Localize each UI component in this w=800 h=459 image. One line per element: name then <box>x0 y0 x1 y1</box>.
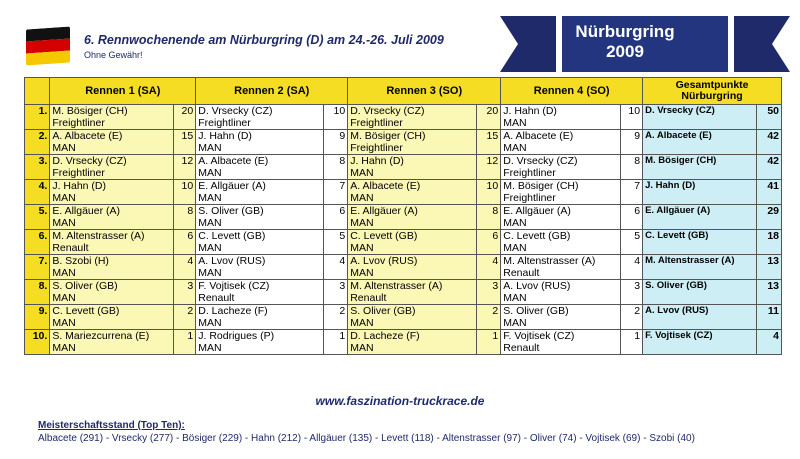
total-driver-cell: F. Vojtisek (CZ) <box>643 330 756 355</box>
table-row <box>25 255 782 280</box>
team-name: MAN <box>198 142 222 154</box>
team-name: Freightliner <box>503 167 556 179</box>
total-points-cell: 29 <box>756 205 781 230</box>
team-name: Freightliner <box>52 117 105 129</box>
driver-name: E. Allgäuer (A) <box>52 205 121 217</box>
race-4-driver-cell <box>501 305 621 330</box>
header-race-3: Rennen 3 (SO) <box>348 78 501 105</box>
race-2-points-cell: 2 <box>323 305 347 330</box>
disclaimer: Ohne Gewähr! <box>84 50 143 60</box>
driver-name: M. Bösiger (CH) <box>52 105 128 117</box>
team-name: MAN <box>52 142 76 154</box>
team-name: MAN <box>52 317 76 329</box>
race-3-points-cell: 20 <box>476 105 500 130</box>
driver-name: M. Bösiger (CH) <box>503 180 579 192</box>
germany-flag-icon <box>26 26 70 65</box>
total-driver-cell: S. Oliver (GB) <box>643 280 756 305</box>
race-2-points-cell: 6 <box>323 205 347 230</box>
race-2-driver-cell <box>196 280 324 305</box>
driver-name: D. Vrsecky (CZ) <box>198 105 273 117</box>
race-4-driver-cell <box>501 105 621 130</box>
driver-name: C. Levett (GB) <box>350 230 418 242</box>
table-row <box>25 280 782 305</box>
race-3-driver-cell <box>348 230 477 255</box>
race-3-points-cell: 15 <box>476 130 500 155</box>
table-row <box>25 305 782 330</box>
header-total-points: Gesamtpunkte Nürburgring <box>643 78 782 105</box>
race-2-driver-cell <box>196 105 324 130</box>
race-1-driver-cell <box>50 155 174 180</box>
team-name: MAN <box>52 217 76 229</box>
driver-name: S. Oliver (GB) <box>52 280 118 292</box>
team-name: MAN <box>350 217 374 229</box>
driver-name: A. Lvov (RUS) <box>198 255 266 267</box>
driver-name: A. Lvov (RUS) <box>503 280 571 292</box>
team-name: Freightliner <box>52 167 105 179</box>
total-driver-cell: E. Allgäuer (A) <box>643 205 756 230</box>
race-3-driver-cell <box>348 105 477 130</box>
race-1-points-cell: 20 <box>173 105 195 130</box>
race-4-points-cell: 4 <box>620 255 642 280</box>
race-3-driver-cell <box>348 155 477 180</box>
race-4-points-cell: 10 <box>620 105 642 130</box>
team-name: Freightliner <box>350 142 403 154</box>
race-4-points-cell: 9 <box>620 130 642 155</box>
driver-name: A. Albacete (E) <box>198 155 269 167</box>
website-link[interactable]: www.faszination-truckrace.de <box>315 394 485 408</box>
race-1-driver-cell <box>50 230 174 255</box>
race-4-points-cell: 8 <box>620 155 642 180</box>
corner-cell <box>25 78 50 105</box>
team-name: Renault <box>503 267 540 279</box>
total-points-cell: 50 <box>756 105 781 130</box>
race-3-driver-cell <box>348 255 477 280</box>
total-points-cell: 41 <box>756 180 781 205</box>
position-cell: 7. <box>25 255 50 280</box>
driver-name: C. Levett (GB) <box>52 305 120 317</box>
race-1-points-cell: 6 <box>173 230 195 255</box>
race-3-driver-cell <box>348 305 477 330</box>
driver-name: A. Albacete (E) <box>503 130 574 142</box>
driver-name: J. Rodrigues (P) <box>198 330 275 342</box>
team-name: MAN <box>52 292 76 304</box>
position-cell: 10. <box>25 330 50 355</box>
race-2-driver-cell <box>196 330 324 355</box>
race-2-points-cell: 7 <box>323 180 347 205</box>
race-2-driver-cell <box>196 155 324 180</box>
race-1-driver-cell <box>50 130 174 155</box>
race-2-points-cell: 1 <box>323 330 347 355</box>
team-name: Renault <box>503 342 540 354</box>
table-row <box>25 180 782 205</box>
table-row <box>25 205 782 230</box>
driver-name: J. Hahn (D) <box>198 130 252 142</box>
team-name: MAN <box>52 192 76 204</box>
race-4-driver-cell <box>501 205 621 230</box>
race-2-points-cell: 9 <box>323 130 347 155</box>
position-cell: 2. <box>25 130 50 155</box>
driver-name: S. Oliver (GB) <box>350 305 416 317</box>
race-2-driver-cell <box>196 255 324 280</box>
table-row <box>25 330 782 355</box>
position-cell: 1. <box>25 105 50 130</box>
race-3-driver-cell <box>348 280 477 305</box>
driver-name: M. Altenstrasser (A) <box>503 255 596 267</box>
total-points-cell: 42 <box>756 130 781 155</box>
banner-title: Nürburgring 2009 <box>575 22 675 61</box>
total-points-cell: 42 <box>756 155 781 180</box>
race-1-driver-cell <box>50 105 174 130</box>
race-2-driver-cell <box>196 305 324 330</box>
driver-name: M. Altenstrasser (A) <box>350 280 443 292</box>
race-3-driver-cell <box>348 330 477 355</box>
position-cell: 5. <box>25 205 50 230</box>
race-2-points-cell: 10 <box>323 105 347 130</box>
driver-name: M. Bösiger (CH) <box>350 130 426 142</box>
driver-name: A. Albacete (E) <box>350 180 421 192</box>
driver-name: J. Hahn (D) <box>52 180 107 192</box>
race-2-driver-cell <box>196 230 324 255</box>
driver-name: S. Oliver (GB) <box>503 305 569 317</box>
driver-name: D. Lacheze (F) <box>198 305 268 317</box>
team-name: Freightliner <box>198 117 251 129</box>
race-1-points-cell: 10 <box>173 180 195 205</box>
team-name: MAN <box>350 242 374 254</box>
team-name: MAN <box>350 192 374 204</box>
position-cell: 6. <box>25 230 50 255</box>
total-driver-cell: J. Hahn (D) <box>643 180 756 205</box>
table-row <box>25 105 782 130</box>
total-points-cell: 13 <box>756 255 781 280</box>
race-2-points-cell: 8 <box>323 155 347 180</box>
race-1-points-cell: 8 <box>173 205 195 230</box>
race-4-driver-cell <box>501 230 621 255</box>
race-1-points-cell: 2 <box>173 305 195 330</box>
race-2-driver-cell <box>196 130 324 155</box>
team-name: MAN <box>503 142 527 154</box>
race-4-driver-cell <box>501 130 621 155</box>
total-points-cell: 18 <box>756 230 781 255</box>
driver-name: C. Levett (GB) <box>198 230 266 242</box>
driver-name: S. Oliver (GB) <box>198 205 264 217</box>
driver-name: J. Hahn (D) <box>350 155 404 167</box>
race-2-driver-cell <box>196 205 324 230</box>
team-name: MAN <box>198 167 222 179</box>
team-name: MAN <box>350 317 374 329</box>
table-row <box>25 130 782 155</box>
position-cell: 9. <box>25 305 50 330</box>
team-name: Renault <box>350 292 387 304</box>
standings-title: Meisterschaftsstand (Top Ten): <box>38 420 185 431</box>
driver-name: E. Allgäuer (A) <box>503 205 571 217</box>
total-points-cell: 11 <box>756 305 781 330</box>
race-4-points-cell: 6 <box>620 205 642 230</box>
driver-name: A. Albacete (E) <box>52 130 123 142</box>
total-points-cell: 4 <box>756 330 781 355</box>
team-name: MAN <box>198 342 222 354</box>
race-3-points-cell: 10 <box>476 180 500 205</box>
driver-name: E. Allgäuer (A) <box>350 205 418 217</box>
race-4-driver-cell <box>501 155 621 180</box>
team-name: MAN <box>198 267 222 279</box>
driver-name: J. Hahn (D) <box>503 105 557 117</box>
race-4-points-cell: 3 <box>620 280 642 305</box>
driver-name: D. Vrsecky (CZ) <box>503 155 578 167</box>
race-3-points-cell: 2 <box>476 305 500 330</box>
race-1-driver-cell <box>50 280 174 305</box>
driver-name: A. Lvov (RUS) <box>350 255 418 267</box>
results-table <box>24 77 782 355</box>
race-2-driver-cell <box>196 180 324 205</box>
race-3-points-cell: 12 <box>476 155 500 180</box>
race-2-points-cell: 5 <box>323 230 347 255</box>
team-name: MAN <box>350 342 374 354</box>
race-1-driver-cell <box>50 205 174 230</box>
page-title: 6. Rennwochenende am Nürburgring (D) am 24.-26. Juli 2009 <box>84 33 444 47</box>
race-4-points-cell: 5 <box>620 230 642 255</box>
race-1-points-cell: 15 <box>173 130 195 155</box>
race-3-points-cell: 6 <box>476 230 500 255</box>
total-points-cell: 13 <box>756 280 781 305</box>
race-1-driver-cell <box>50 305 174 330</box>
race-4-points-cell: 1 <box>620 330 642 355</box>
race-4-driver-cell <box>501 330 621 355</box>
total-driver-cell: A. Lvov (RUS) <box>643 305 756 330</box>
header-race-1: Rennen 1 (SA) <box>50 78 196 105</box>
team-name: MAN <box>503 292 527 304</box>
driver-name: B. Szobi (H) <box>52 255 109 267</box>
position-cell: 4. <box>25 180 50 205</box>
race-3-driver-cell <box>348 180 477 205</box>
total-driver-cell: M. Altenstrasser (A) <box>643 255 756 280</box>
team-name: MAN <box>198 242 222 254</box>
race-1-driver-cell <box>50 255 174 280</box>
driver-name: E. Allgäuer (A) <box>198 180 266 192</box>
table-row <box>25 155 782 180</box>
header-race-4: Rennen 4 (SO) <box>501 78 643 105</box>
team-name: MAN <box>198 192 222 204</box>
race-4-points-cell: 7 <box>620 180 642 205</box>
total-driver-cell: C. Levett (GB) <box>643 230 756 255</box>
race-3-points-cell: 1 <box>476 330 500 355</box>
race-4-driver-cell <box>501 255 621 280</box>
race-3-points-cell: 4 <box>476 255 500 280</box>
driver-name: C. Levett (GB) <box>503 230 571 242</box>
race-3-driver-cell <box>348 205 477 230</box>
header-race-2: Rennen 2 (SA) <box>196 78 348 105</box>
team-name: MAN <box>503 317 527 329</box>
team-name: MAN <box>52 267 76 279</box>
race-4-driver-cell <box>501 180 621 205</box>
team-name: MAN <box>350 267 374 279</box>
team-name: Freightliner <box>503 192 556 204</box>
position-cell: 3. <box>25 155 50 180</box>
race-1-points-cell: 3 <box>173 280 195 305</box>
race-2-points-cell: 3 <box>323 280 347 305</box>
driver-name: F. Vojtisek (CZ) <box>503 330 575 342</box>
team-name: MAN <box>198 317 222 329</box>
team-name: Renault <box>52 242 89 254</box>
team-name: MAN <box>503 117 527 129</box>
total-driver-cell: A. Albacete (E) <box>643 130 756 155</box>
driver-name: M. Altenstrasser (A) <box>52 230 145 242</box>
race-1-points-cell: 1 <box>173 330 195 355</box>
team-name: Renault <box>198 292 235 304</box>
table-row <box>25 230 782 255</box>
team-name: MAN <box>350 167 374 179</box>
driver-name: S. Mariezcurrena (E) <box>52 330 150 342</box>
team-name: MAN <box>52 342 76 354</box>
total-driver-cell: D. Vrsecky (CZ) <box>643 105 756 130</box>
race-4-points-cell: 2 <box>620 305 642 330</box>
race-4-driver-cell <box>501 280 621 305</box>
race-3-points-cell: 8 <box>476 205 500 230</box>
team-name: MAN <box>503 242 527 254</box>
race-1-driver-cell <box>50 180 174 205</box>
race-1-points-cell: 12 <box>173 155 195 180</box>
position-cell: 8. <box>25 280 50 305</box>
driver-name: D. Vrsecky (CZ) <box>350 105 425 117</box>
table-header-row <box>25 78 782 105</box>
team-name: MAN <box>198 217 222 229</box>
race-2-points-cell: 4 <box>323 255 347 280</box>
driver-name: D. Lacheze (F) <box>350 330 420 342</box>
team-name: MAN <box>503 217 527 229</box>
driver-name: F. Vojtisek (CZ) <box>198 280 270 292</box>
race-3-driver-cell <box>348 130 477 155</box>
driver-name: D. Vrsecky (CZ) <box>52 155 127 167</box>
race-3-points-cell: 3 <box>476 280 500 305</box>
team-name: Freightliner <box>350 117 403 129</box>
total-driver-cell: M. Bösiger (CH) <box>643 155 756 180</box>
race-1-points-cell: 4 <box>173 255 195 280</box>
race-1-driver-cell <box>50 330 174 355</box>
standings-text: Albacete (291) - Vrsecky (277) - Bösiger (229) - Hahn (212) - Allgäuer (135) - Levett (118) - Altenstrasser (97) - Oliver (74) - Vojtisek (69) - Szobi (40) <box>38 433 695 444</box>
